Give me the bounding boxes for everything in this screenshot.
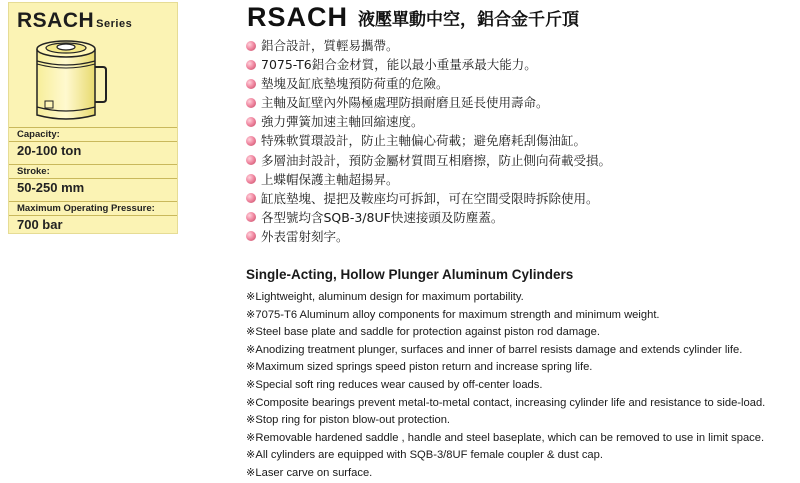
list-item: 上蝶帽保護主軸超揚昇。: [246, 170, 611, 189]
series-title: [17, 9, 132, 33]
pressure-label: Maximum Operating Pressure:: [17, 203, 155, 214]
pressure-value: 700 bar: [17, 217, 63, 232]
list-item: 主軸及缸壁內外陽極處理防損耐磨且延長使用壽命。: [246, 93, 611, 112]
series-name: RSACH: [17, 9, 95, 32]
zh-feature-list: [246, 36, 611, 246]
list-item: 多層油封設計，預防金屬材質間互相磨擦，防止側向荷載受損。: [246, 151, 611, 170]
list-item: ※Lightweight, aluminum design for maximum portability.: [246, 291, 524, 303]
bullet-icon: [246, 117, 256, 127]
stroke-label: Stroke:: [17, 166, 50, 177]
cylinder-illustration: [29, 33, 109, 125]
zh-title: 液壓單動中空，鋁合金千斤頂: [358, 10, 580, 30]
list-item: ※7075-T6 Aluminum alloy components for maximum strength and minimum weight.: [246, 308, 660, 321]
bullet-icon: [246, 212, 256, 222]
list-item: 缸底墊塊、提把及鞍座均可拆卸，可在空間受限時拆除使用。: [246, 189, 611, 208]
bullet-icon: [246, 60, 256, 70]
en-feature-list: [246, 289, 765, 483]
list-item: 各型號均含SQB-3/8UF快速接頭及防塵蓋。: [246, 208, 611, 227]
list-item: ※All cylinders are equipped with SQB-3/8UF female coupler & dust cap.: [246, 449, 603, 462]
bullet-icon: [246, 41, 256, 51]
bullet-icon: [246, 193, 256, 203]
list-item: ※Special soft ring reduces wear caused by off-center loads.: [246, 378, 543, 391]
bullet-icon: [246, 231, 256, 241]
spec-pressure: [9, 201, 177, 234]
list-item: ※Steel base plate and saddle for protection against piston rod damage.: [246, 326, 600, 339]
stroke-value: 50-250 mm: [17, 180, 85, 195]
list-item: 外表雷射刻字。: [246, 227, 611, 246]
list-item: ※Removable hardened saddle , handle and steel baseplate, which can be removed to use in limit space.: [246, 431, 765, 444]
spec-capacity: [9, 127, 177, 160]
model-name: RSACH: [247, 2, 349, 32]
list-item: 特殊軟質環設計，防止主軸偏心荷載；避免磨耗刮傷油缸。: [246, 131, 611, 150]
bullet-icon: [246, 136, 256, 146]
spec-stroke: [9, 164, 177, 197]
bullet-icon: [246, 174, 256, 184]
bullet-icon: [246, 155, 256, 165]
list-item: 墊塊及缸底墊塊預防荷重的危險。: [246, 74, 611, 93]
list-item: ※Maximum sized springs speed piston return and increase spring life.: [246, 361, 593, 374]
spec-panel: [8, 2, 178, 234]
page-header: [247, 2, 579, 32]
capacity-value: 20-100 ton: [17, 143, 82, 158]
list-item: 強力彈簧加速主軸回縮速度。: [246, 112, 611, 131]
list-item: ※Composite bearings prevent metal-to-metal contact, increasing cylinder life and resistance to side-load.: [246, 396, 766, 409]
english-title: Single-Acting, Hollow Plunger Aluminum Cylinders: [246, 267, 574, 282]
bullet-icon: [246, 98, 256, 108]
capacity-label: Capacity:: [17, 129, 60, 140]
list-item: 鋁合設計，質輕易攜帶。: [246, 36, 611, 55]
list-item: 7075-T6鋁合金材質，能以最小重量承最大能力。: [246, 55, 611, 74]
series-suffix: Series: [96, 18, 133, 30]
bullet-icon: [246, 79, 256, 89]
list-item: ※Anodizing treatment plunger, surfaces and inner of barrel resists damage and extends cylinder life.: [246, 343, 743, 356]
list-item: ※Stop ring for piston blow-out protection.: [246, 414, 451, 427]
list-item: ※Laser carve on surface.: [246, 466, 373, 479]
